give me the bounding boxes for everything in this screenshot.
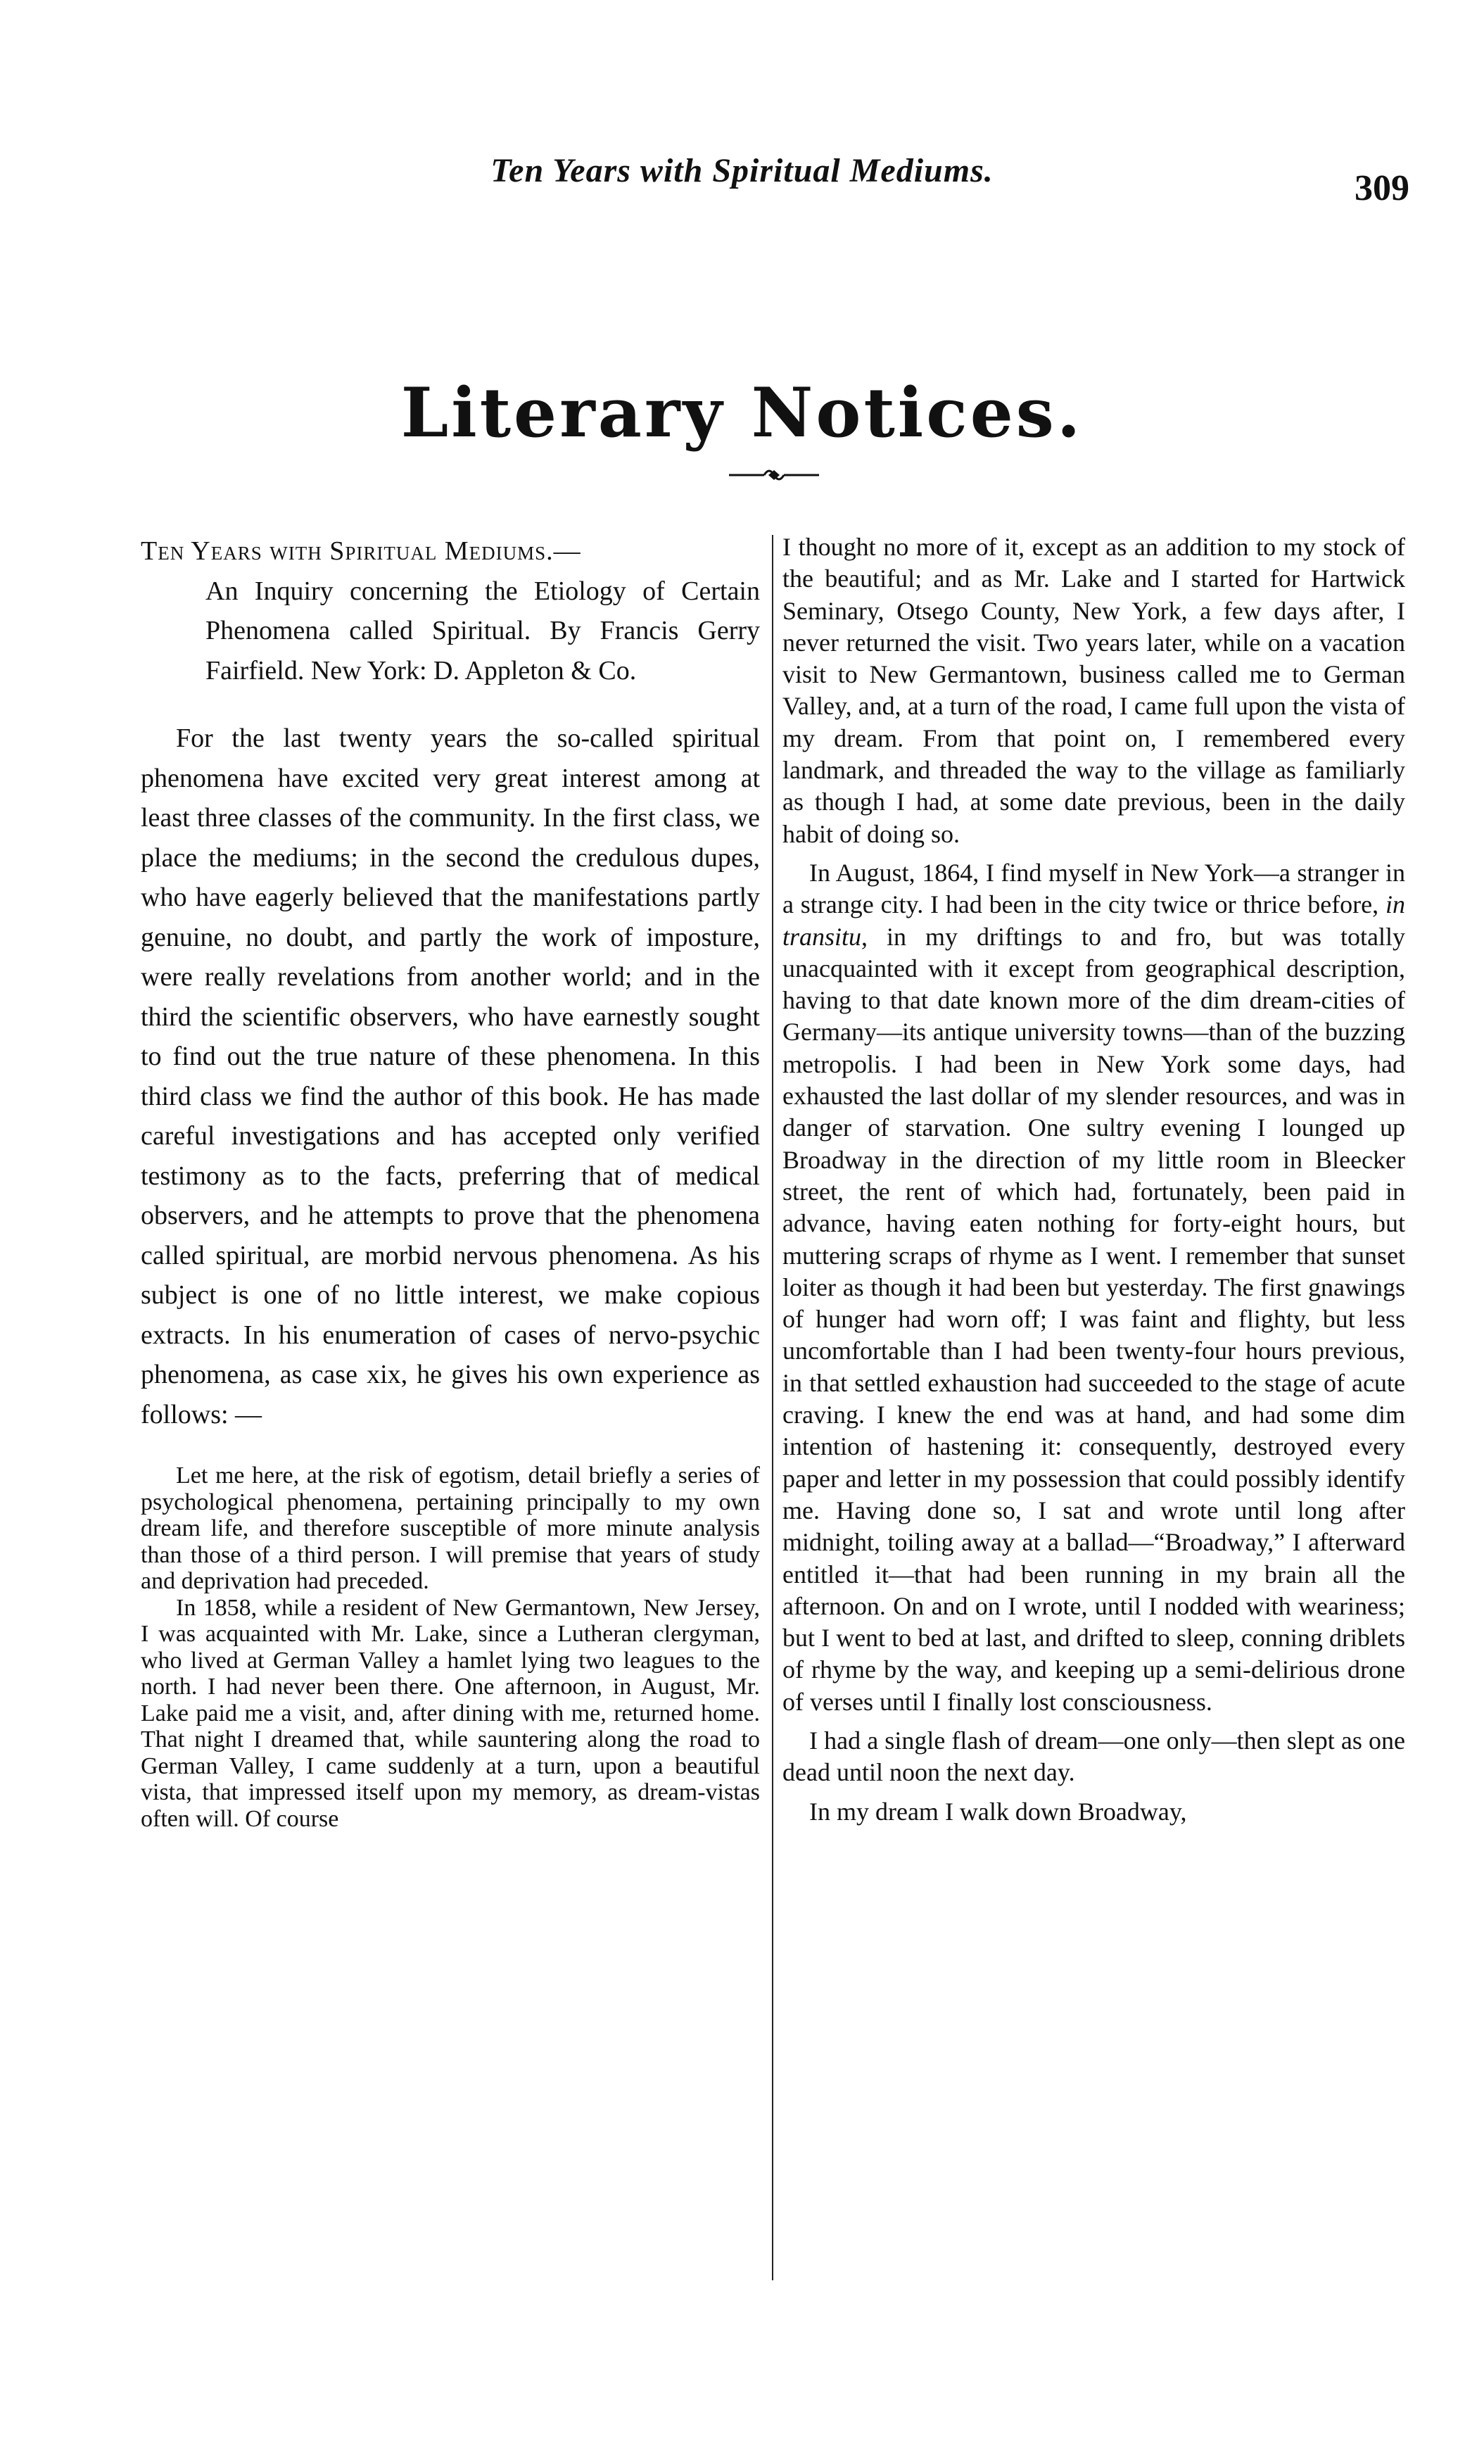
section-title: Literary Notices.	[400, 373, 1084, 453]
italic-phrase: in transitu	[782, 890, 1405, 951]
column-divider	[772, 535, 773, 2280]
ornament-icon	[725, 465, 823, 486]
book-title: Ten Years with Spiritual Mediums.—	[141, 536, 581, 566]
extract-paragraph: I thought no more of it, except as an addition to my stock of the beautiful; and as Mr. Lake and I started for Hartwick Seminary, Otsego County, New York, a few days after, I never returned the visit. Two years later, while on a vacation visit to New Germantown, business called me to German Valley, and, at a turn of the road, I came full upon the vista of my dream. From that point on, I remembered every landmark, and threaded the way to the village as familiarly as though I had, at some date previous, been in the daily habit of doing so.	[782, 533, 1405, 848]
extract-paragraph: Let me here, at the risk of egotism, detail briefly a series of psychological phenomena, pertaining principally to my own dream life, and therefore susceptible of more minute analysis than those of a third person. I will premise that years of study and deprivation had preceded.	[141, 1462, 760, 1594]
book-details: An Inquiry concerning the Etiology of Certain Phenomena called Spiritual. By Francis Gerry Fairfield. New York: D. Appleton & Co.	[205, 576, 760, 686]
extract-paragraph	[782, 857, 1405, 1718]
text-run: In August, 1864, I find myself in New York—a stranger in a strange city. I had been in the city twice or thrice before,	[782, 858, 1405, 919]
left-column	[141, 531, 760, 1832]
extract-paragraph: In 1858, while a resident of New Germantown, New Jersey, I was acquainted with Mr. Lake, since a Lutheran clergyman, who lived at German Valley a hamlet lying two leagues to the north. I had never been there. One afternoon, in August, Mr. Lake paid me a visit, and, after dining with me, returned home. That night I dreamed that, while sauntering along the road to German Valley, I came suddenly at a turn, upon a beautiful vista, that impressed itself upon my memory, as dream-vistas often will. Of course	[141, 1594, 760, 1832]
text-run: , in my driftings to and fro, but was totally unacquainted with it except from geographical description, having to that date known more of the dim dream-cities of Germany—its antique university towns—than of the buzzing metropolis. I had been in New York some days, had exhausted the last dollar of my slender resources, and was in danger of starvation. One sultry evening I lounged up Broadway in the direction of my little room in Bleecker street, the rent of which had, fortunately, been paid in advance, having eaten nothing for forty-eight hours, but muttering scraps of rhyme as I went. I remember that sunset loiter as though it had been but yesterday. The first gnawings of hunger had worn off; I was faint and flighty, but less uncomfortable than I had been twenty-four hours previous, in that settled exhaustion had succeeded to the stage of acute craving. I knew the end was at hand, and had some dim intention of hastening it: consequently, destroyed every paper and letter in my possession that could possibly identify me. Having done so, I sat and wrote until long after midnight, toiling away at a ballad—“Broadway,” I afterward entitled it—that had been running in my brain all the afternoon. On and on I wrote, until I nodded with weariness; but I went to bed at last, and drifted to sleep, conning driblets of rhyme by the way, and keeping up a semi-delirious drone of verses until I finally lost consciousness.	[782, 922, 1405, 1716]
extract-paragraph: In my dream I walk down Broadway,	[809, 1797, 1187, 1826]
page-number: 309	[1355, 168, 1409, 208]
extract-paragraph: I had a single flash of dream—one only—then slept as one dead until noon the next day.	[782, 1726, 1405, 1787]
extract-block	[141, 1462, 760, 1832]
running-head: Ten Years with Spiritual Mediums.	[490, 152, 994, 189]
intro-paragraph: For the last twenty years the so-called spiritual phenomena have excited very great interest among at least three classes of the community. In the first class, we place the mediums; in the second the credulous dupes, who have eagerly believed that the manifestations partly genuine, no doubt, and partly the work of imposture, were really revelations from another world; and in the third the scientific observers, who have earnestly sought to find out the true nature of these phenomena. In this third class we find the author of this book. He has made careful investigations and has accepted only verified testimony as to the facts, preferring that of medical observers, and he attempts to prove that the phenomena called spiritual, are morbid nervous phenomena. As his subject is one of no little interest, we make copious extracts. In his enumeration of cases of nervo-psychic phenomena, as case xix, he gives his own experience as follows: —	[141, 724, 760, 1429]
book-entry	[141, 531, 760, 690]
right-column	[782, 531, 1405, 1828]
